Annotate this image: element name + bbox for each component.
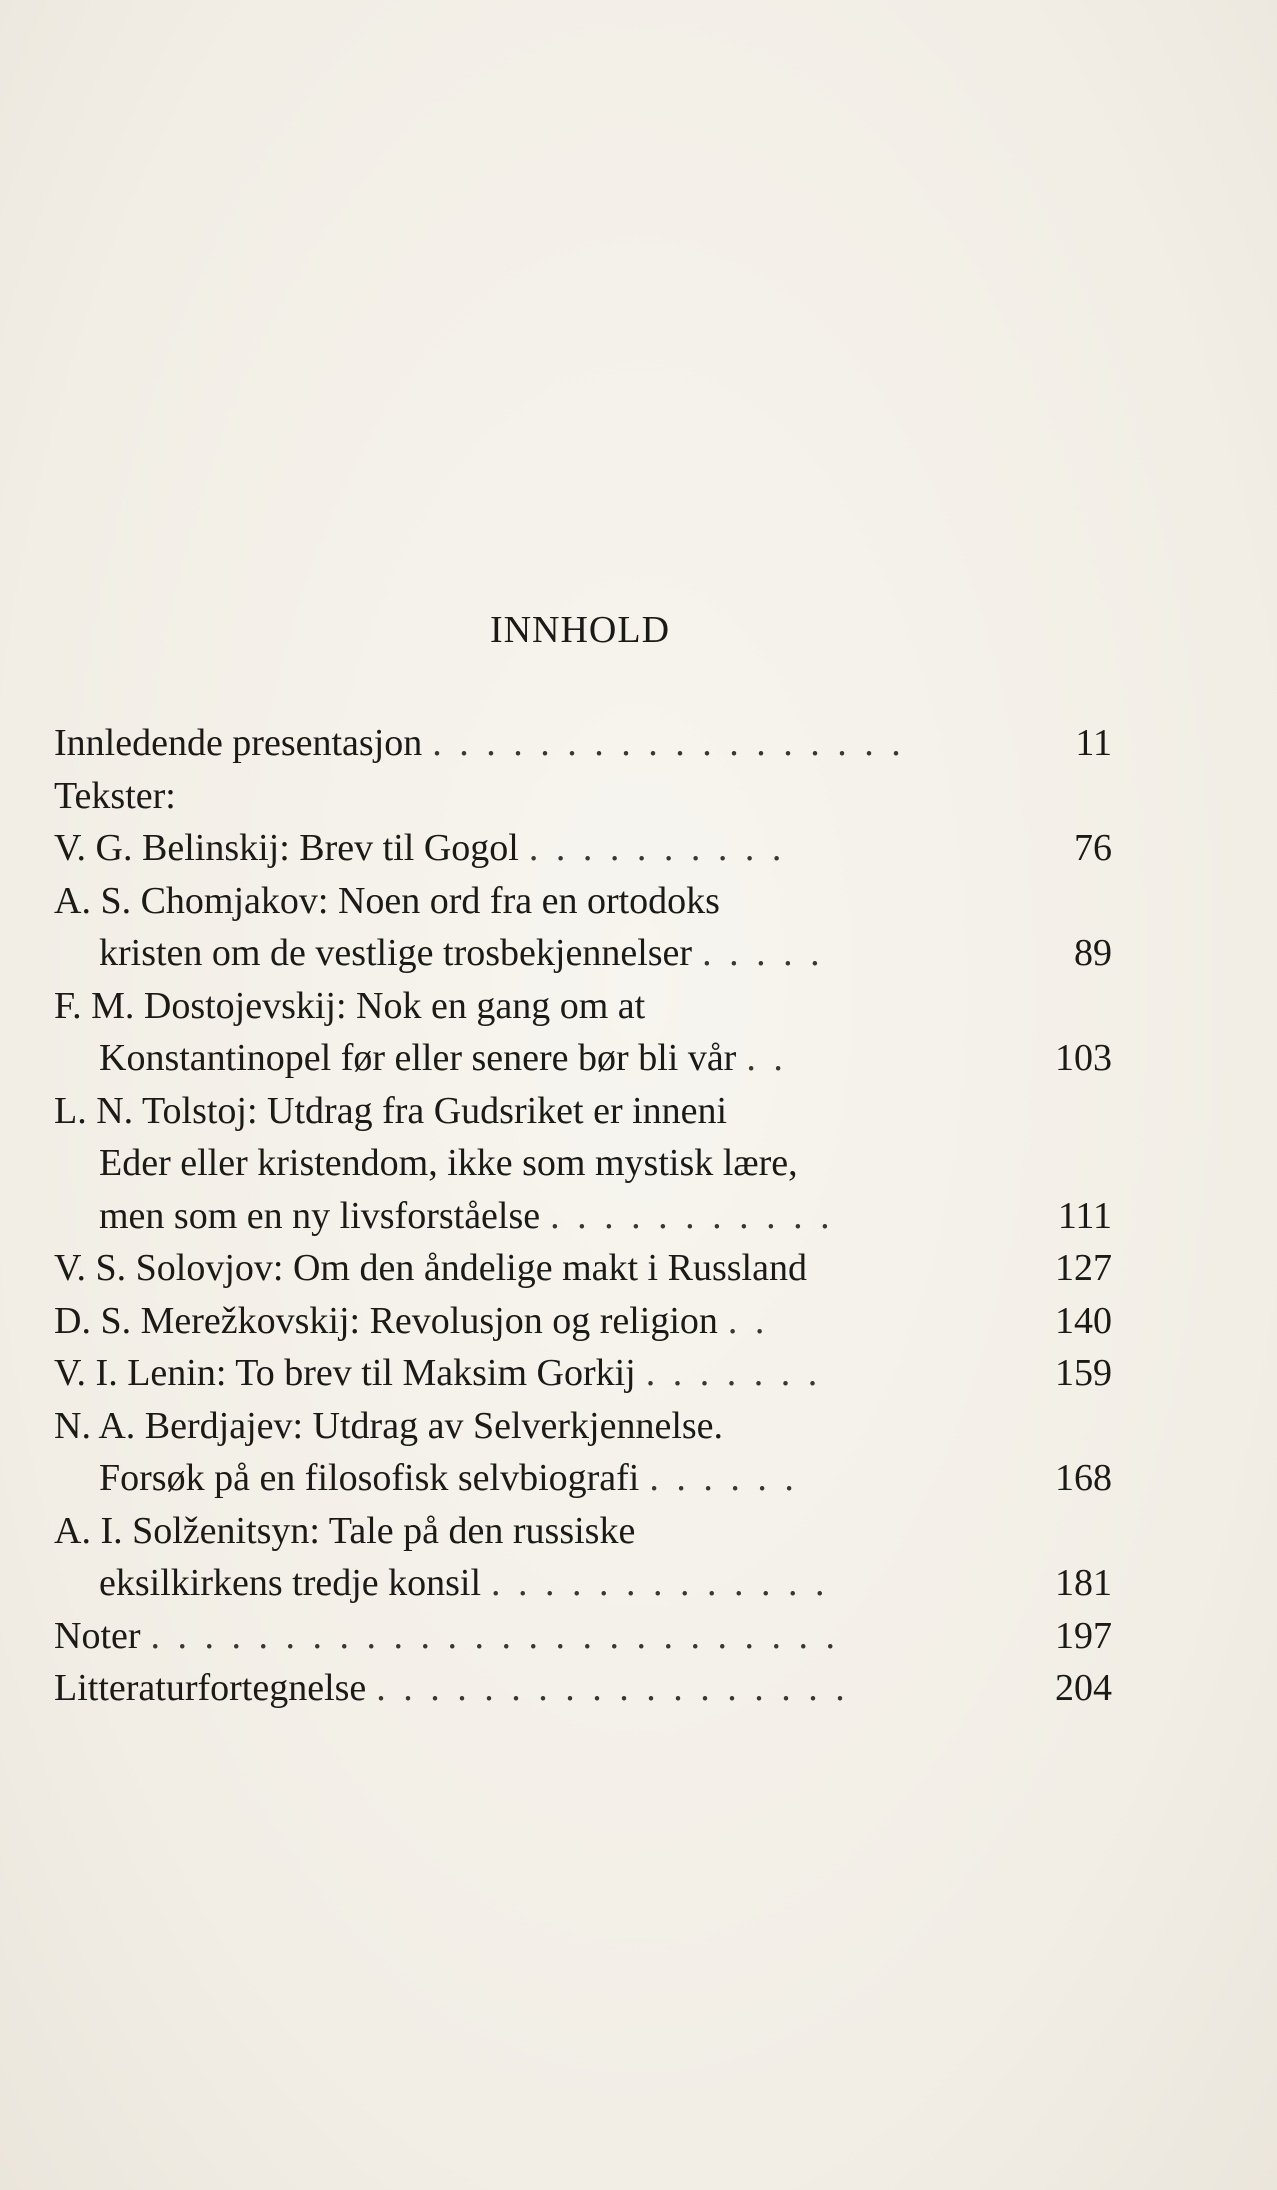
toc-entry	[54, 1505, 1112, 1558]
table-of-contents	[54, 717, 1112, 1715]
toc-section-heading	[54, 770, 1112, 823]
toc-entry-continuation	[54, 927, 1112, 980]
leader-dots: . . . . . . .	[645, 1352, 822, 1394]
toc-page-number: 111	[1057, 1194, 1112, 1237]
toc-entry	[54, 1347, 1112, 1400]
toc-page-number: 197	[1055, 1614, 1112, 1657]
toc-entry-continuation	[54, 1032, 1112, 1085]
toc-entry	[54, 1295, 1112, 1348]
toc-entry-title: N. A. Berdjajev: Utdrag av Selverkjennelse.	[54, 1404, 724, 1447]
toc-entry-title: V. S. Solovjov: Om den åndelige makt i Russland	[54, 1247, 807, 1289]
toc-page-number: 181	[1055, 1562, 1112, 1604]
leader-dots: . . . . . . . . . . . . . . . . . . . . . . . . . .	[150, 1614, 840, 1657]
toc-page-number: 89	[1074, 932, 1112, 974]
toc-entry-title: kristen om de vestlige trosbekjennelser	[99, 932, 693, 974]
toc-page-number: 204	[1055, 1667, 1112, 1709]
toc-entry-title: Noter	[54, 1614, 141, 1657]
toc-page-number: 159	[1055, 1352, 1112, 1394]
toc-entry-title: Forsøk på en filosofisk selvbiografi	[99, 1457, 640, 1499]
toc-entry-continuation	[54, 1190, 1112, 1243]
toc-entry	[54, 1662, 1112, 1715]
toc-page-number: 140	[1055, 1299, 1112, 1342]
leader-dots: . . . . . . . . . .	[528, 827, 786, 869]
toc-entry-title: Litteraturfortegnelse	[54, 1667, 367, 1709]
toc-entry-title: V. I. Lenin: To brev til Maksim Gorkij	[54, 1352, 636, 1394]
leader-dots: . . . . . . . . . . . . .	[491, 1562, 829, 1604]
toc-entry-title: A. S. Chomjakov: Noen ord fra en ortodoks	[54, 879, 720, 922]
toc-page-number: 11	[1075, 722, 1112, 764]
toc-entry	[54, 980, 1112, 1033]
toc-entry-continuation	[54, 1452, 1112, 1505]
toc-entry-title: F. M. Dostojevskij: Nok en gang om at	[54, 984, 646, 1027]
leader-dots: . . . . . . . . . . . . . . . . . .	[432, 722, 905, 764]
toc-entry-title: A. I. Solženitsyn: Tale på den russiske	[54, 1509, 636, 1552]
toc-page-number: 168	[1055, 1457, 1112, 1499]
toc-page-number: 127	[1055, 1247, 1112, 1289]
toc-entry-title: men som en ny livsforståelse	[99, 1194, 541, 1237]
toc-entry-title: L. N. Tolstoj: Utdrag fra Gudsriket er inneni	[54, 1089, 728, 1132]
toc-entry-title: Innledende presentasjon	[54, 722, 423, 764]
toc-page-number: 76	[1074, 827, 1112, 869]
toc-entry	[54, 717, 1112, 770]
toc-entry	[54, 822, 1112, 875]
toc-entry-continuation	[54, 1137, 1112, 1190]
page-title: INNHOLD	[489, 609, 671, 651]
leader-dots: . .	[746, 1037, 787, 1079]
toc-entry	[54, 1242, 1112, 1295]
toc-entry-title: eksilkirkens tredje konsil	[99, 1562, 482, 1604]
toc-entry-title: Konstantinopel før eller senere bør bli vår	[99, 1037, 737, 1079]
toc-page-number: 103	[1055, 1037, 1112, 1079]
toc-entry-title: Eder eller kristendom, ikke som mystisk lære,	[99, 1142, 798, 1184]
toc-entry	[54, 875, 1112, 928]
leader-dots: . . . . .	[702, 932, 824, 974]
toc-entry	[54, 1085, 1112, 1138]
toc-entry	[54, 1610, 1112, 1663]
leader-dots: . . . . . .	[649, 1457, 798, 1499]
leader-dots: . . . . . . . . . . . . . . . . . .	[376, 1667, 849, 1709]
toc-entry	[54, 1400, 1112, 1453]
toc-entry-continuation	[54, 1557, 1112, 1610]
leader-dots: . . . . . . . . . . .	[550, 1194, 834, 1237]
toc-entry-title: D. S. Merežkovskij: Revolusjon og religion	[54, 1299, 718, 1342]
leader-dots: . .	[727, 1299, 769, 1342]
toc-entry-title: V. G. Belinskij: Brev til Gogol	[54, 827, 519, 869]
toc-entry-title: Tekster:	[54, 774, 176, 817]
